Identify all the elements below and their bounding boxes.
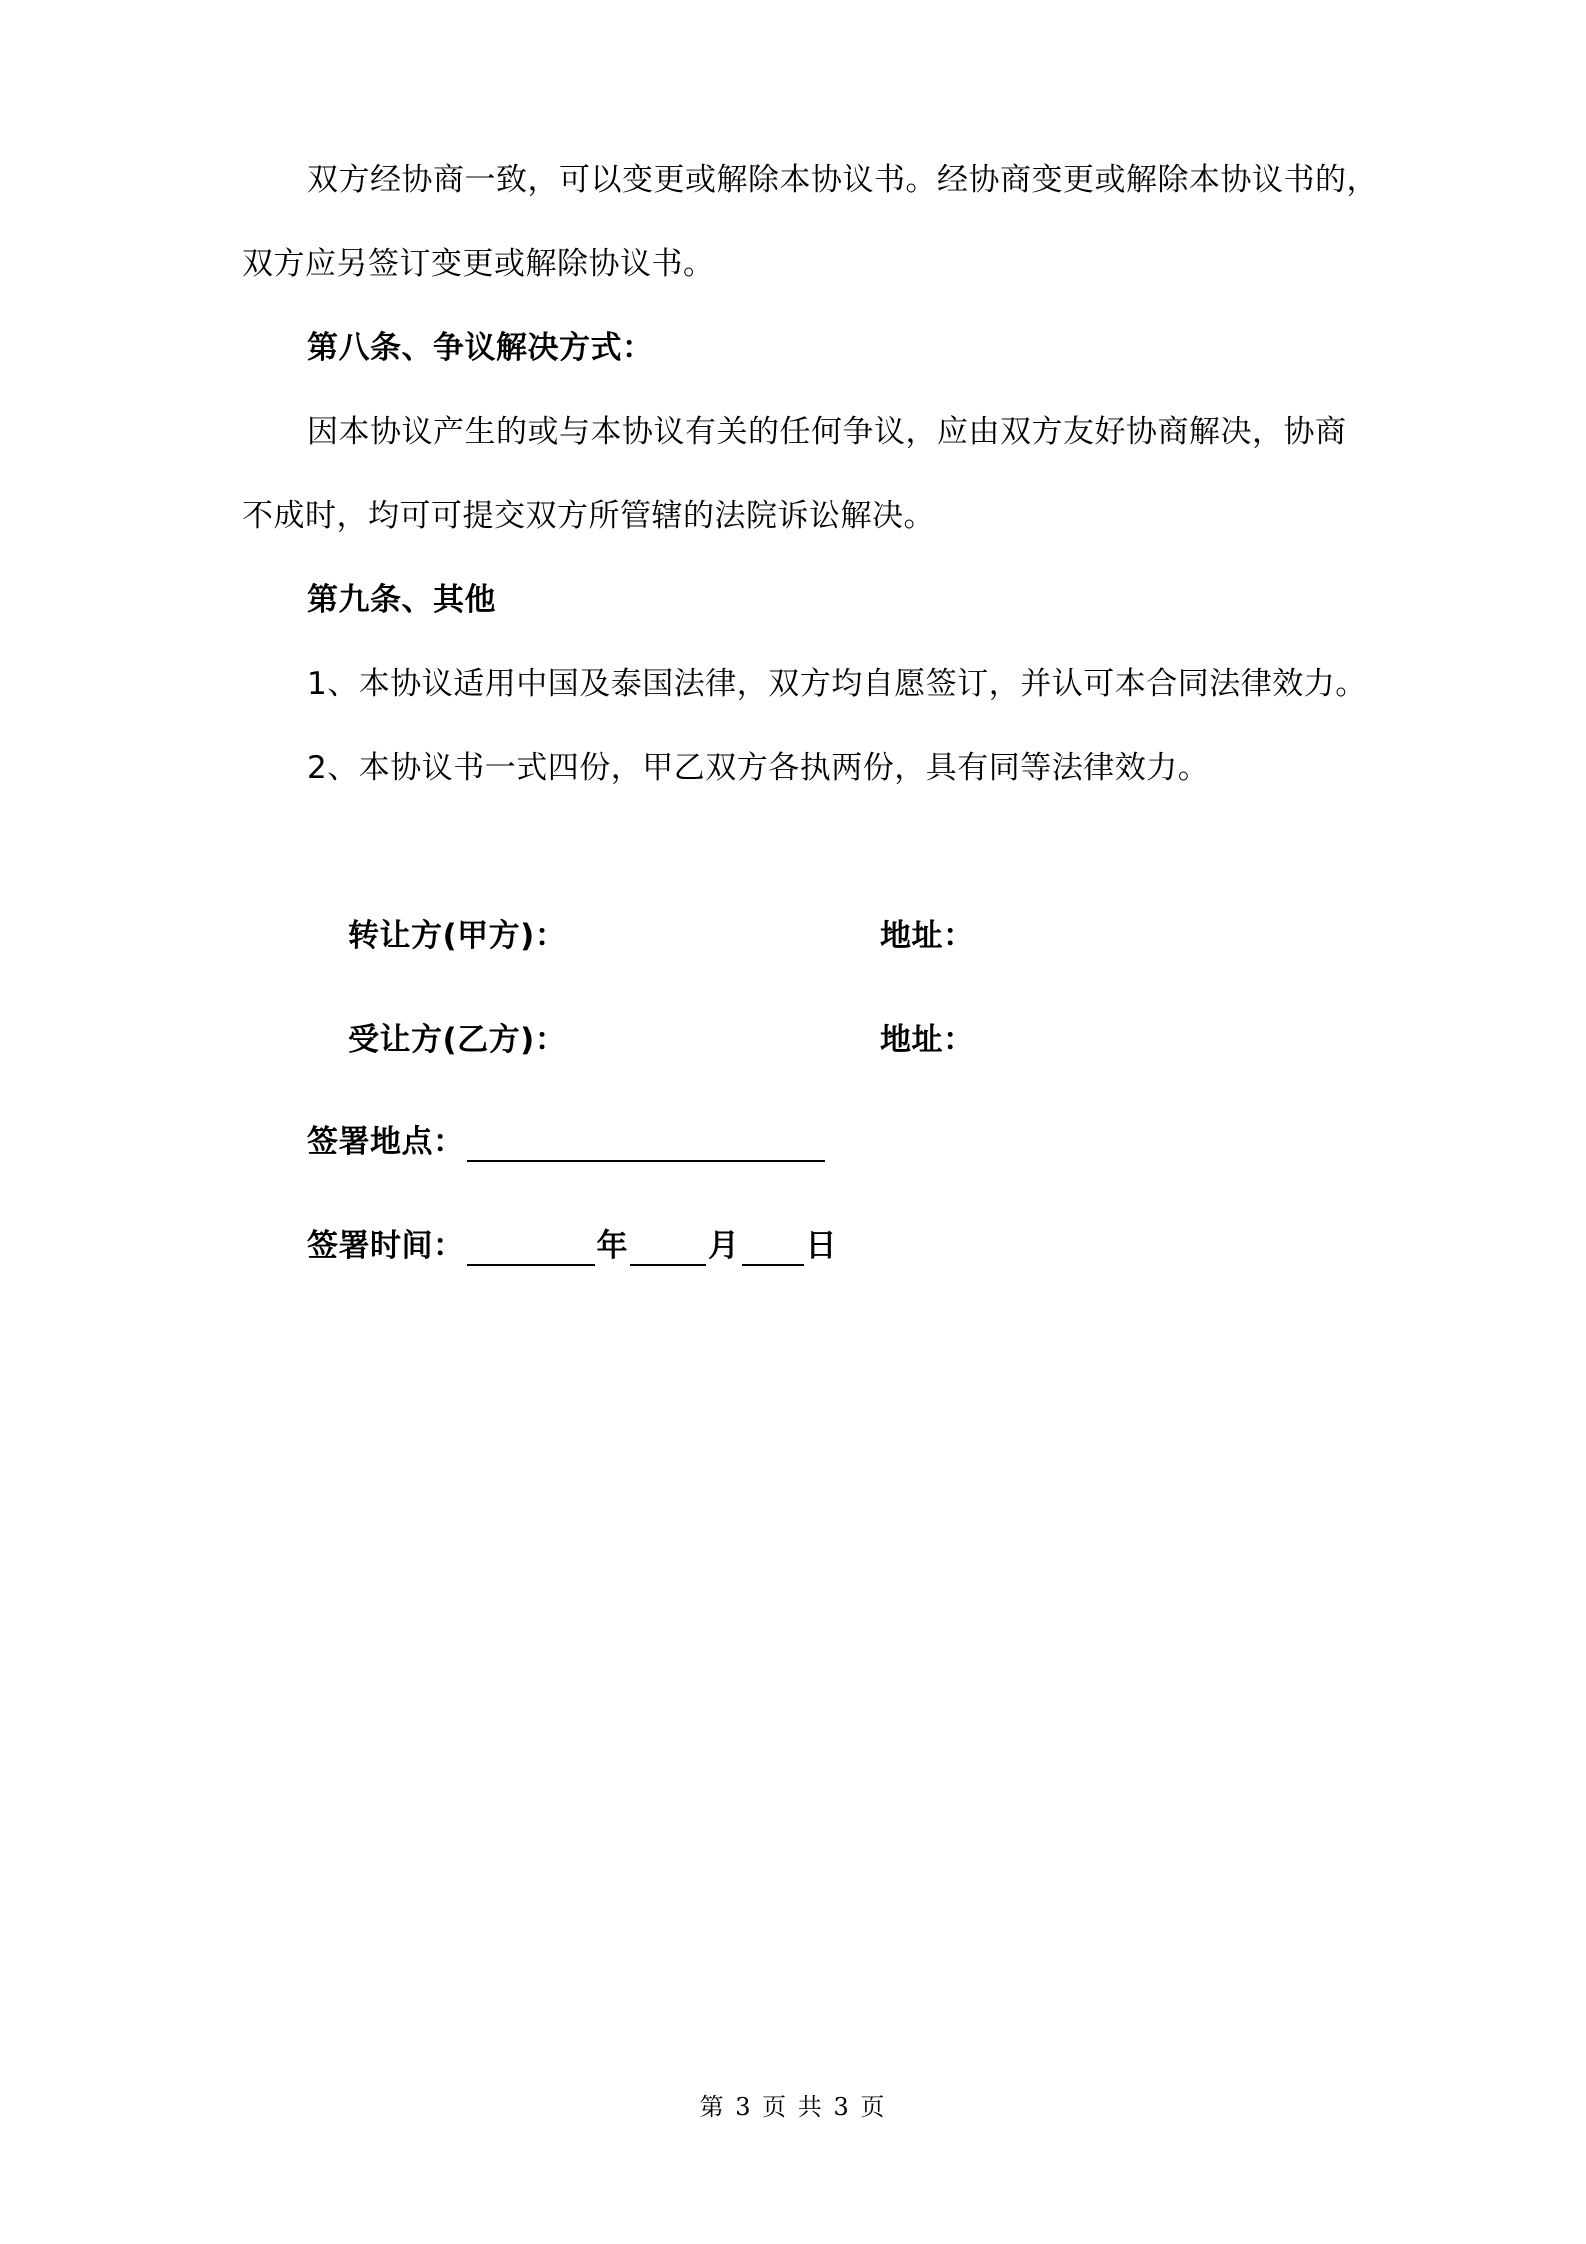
sign-place-blank [467, 1130, 825, 1162]
month-label: 月 [708, 1228, 740, 1264]
page-indicator: 第 3 页 共 3 页 [699, 2093, 887, 2121]
sign-place-row [307, 1122, 827, 1162]
article8-heading: 第八条、争议解决方式： [307, 330, 654, 366]
year-label: 年 [596, 1228, 628, 1264]
year-blank [467, 1234, 595, 1266]
sign-place-label: 签署地点： [307, 1124, 465, 1160]
month-blank [630, 1234, 706, 1266]
para1-line2: 双方应另签订变更或解除协议书。 [242, 246, 715, 282]
day-blank [742, 1234, 804, 1266]
day-label: 日 [805, 1228, 837, 1264]
article9-heading: 第九条、其他 [307, 582, 496, 618]
para1-line1: 双方经协商一致，可以变更或解除本协议书。经协商变更或解除本协议书的， [307, 162, 1378, 198]
party-a-label: 转让方(甲方)： [348, 918, 567, 954]
party-a-address-label: 地址： [880, 918, 975, 954]
party-b-address-label: 地址： [880, 1022, 975, 1058]
para2-line2: 不成时，均可可提交双方所管辖的法院诉讼解决。 [242, 498, 935, 534]
sign-time-row [307, 1226, 837, 1266]
sign-time-label: 签署时间： [307, 1228, 465, 1264]
clause-item-2: 2、本协议书一式四份，甲乙双方各执两份，具有同等法律效力。 [307, 750, 1210, 786]
para2-line1: 因本协议产生的或与本协议有关的任何争议，应由双方友好协商解决，协商 [307, 414, 1347, 450]
party-b-label: 受让方(乙方)： [348, 1022, 567, 1058]
clause-item-1: 1、本协议适用中国及泰国法律，双方均自愿签订，并认可本合同法律效力。 [307, 666, 1367, 702]
